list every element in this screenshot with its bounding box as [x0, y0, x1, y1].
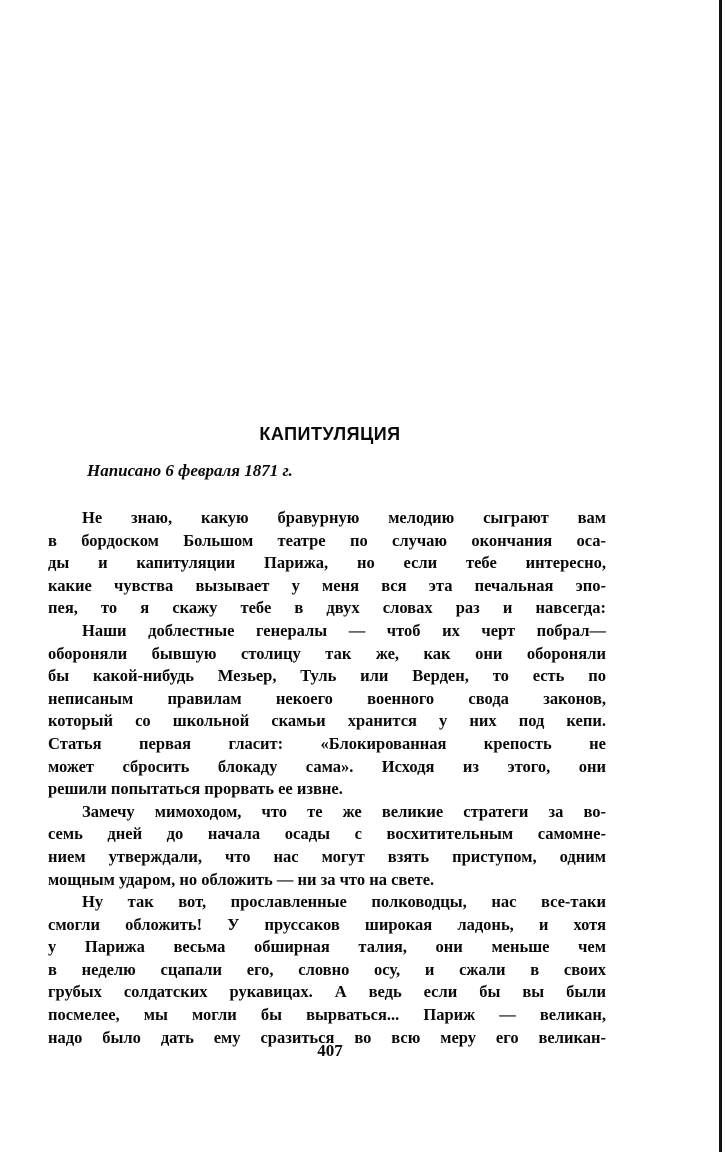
text-line: пея, то я скажу тебе в двух словах раз и навсегда: — [48, 598, 606, 618]
text-line: Наши доблестные генералы — чтоб их черт побрал— — [82, 620, 606, 640]
text-line: в неделю сцапали его, словно осу, и сжали в своих — [48, 959, 606, 979]
text-line: бы какой-нибудь Мезьер, Туль или Верден, то есть по — [48, 666, 606, 686]
body-text — [48, 507, 606, 1049]
text-line: у Парижа весьма обширная талия, они меньше чем — [48, 937, 606, 957]
text-line: Ну так вот, прославленные полководцы, нас все-таки — [82, 892, 606, 912]
text-line: может сбросить блокаду сама». Исходя из этого, они — [48, 756, 606, 776]
text-line: который со школьной скамьи хранится у них под кепи. — [48, 711, 606, 731]
text-line: смогли обложить! У пруссаков широкая ладонь, и хотя — [48, 914, 606, 934]
text-line: какие чувства вызывает у меня вся эта печальная эпо- — [48, 575, 606, 595]
page-edge-line — [719, 0, 722, 1152]
text-line: решили попытаться прорвать ее извне. — [48, 779, 343, 799]
text-line: неписаным правилам некоего военного свода законов, — [48, 688, 606, 708]
text-line: посмелее, мы могли бы вырваться... Париж — великан, — [48, 1005, 606, 1025]
page-number: 407 — [317, 1041, 343, 1060]
text-line: семь дней до начала осады с восхитительным самомне- — [48, 824, 606, 844]
chapter-title: КАПИТУЛЯЦИЯ — [259, 424, 401, 444]
dateline: Написано 6 февраля 1871 г. — [87, 461, 293, 480]
text-line: надо было дать ему сразиться во всю меру его великан- — [48, 1027, 606, 1047]
text-line: ды и капитуляции Парижа, но если тебе интересно, — [48, 553, 606, 573]
text-line: Замечу мимоходом, что те же великие стратеги за во- — [82, 801, 606, 821]
text-line: обороняли бывшую столицу так же, как они обороняли — [48, 643, 606, 663]
text-line: в бордоском Большом театре по случаю окончания оса- — [48, 530, 606, 550]
text-line: мощным ударом, но обложить — ни за что на свете. — [48, 869, 435, 889]
text-line: грубых солдатских рукавицах. А ведь если бы вы были — [48, 982, 606, 1002]
text-line: Не знаю, какую бравурную мелодию сыграют вам — [82, 508, 606, 527]
text-line: нием утверждали, что нас могут взять приступом, одним — [48, 846, 606, 866]
text-line: Статья первая гласит: «Блокированная крепость не — [48, 733, 606, 753]
